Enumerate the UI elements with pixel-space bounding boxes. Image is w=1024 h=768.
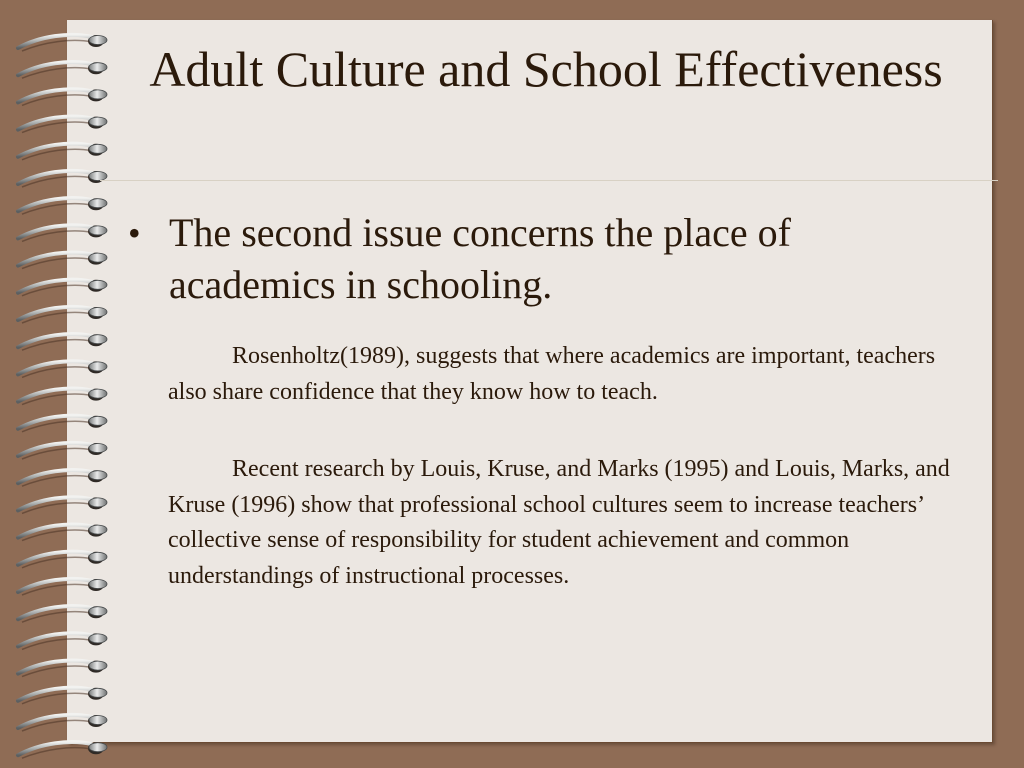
spiral-ring-icon (18, 552, 107, 568)
spiral-ring-icon (18, 62, 107, 78)
spiral-ring-icon (18, 416, 107, 432)
spiral-ring-icon (18, 252, 107, 268)
spiral-ring-icon (18, 443, 107, 459)
spiral-ring-icon (18, 497, 107, 513)
spiral-ring-icon (18, 198, 107, 214)
bullet-item (128, 207, 958, 311)
spiral-ring-icon (18, 334, 107, 350)
spiral-ring-icon (18, 280, 107, 296)
spiral-ring-icon (18, 171, 107, 187)
slide-title: Adult Culture and School Effectiveness (149, 41, 943, 97)
paragraph-louis-kruse-marks: Recent research by Louis, Kruse, and Marks (1995) and Louis, Marks, and Kruse (1996) show that professional school cultures seem to increase teachers’ collective sense of responsibility for student achievement and common understandings of instructional processes. (168, 456, 950, 589)
spiral-ring-icon (18, 307, 107, 323)
spiral-ring-icon (18, 715, 107, 731)
spiral-binding-icon (0, 0, 140, 768)
title-divider (100, 180, 998, 181)
spiral-ring-icon (18, 606, 107, 622)
bullet-text: The second issue concerns the place of academics in schooling. (169, 210, 791, 307)
spiral-ring-icon (18, 35, 107, 51)
spiral-ring-icon (18, 225, 107, 241)
spiral-ring-icon (18, 144, 107, 160)
spiral-ring-icon (18, 388, 107, 404)
bullet-icon: • (128, 213, 141, 253)
spiral-ring-icon (18, 579, 107, 595)
spiral-ring-icon (18, 633, 107, 649)
spiral-ring-icon (18, 361, 107, 377)
spiral-ring-icon (18, 660, 107, 676)
spiral-ring-icon (18, 470, 107, 486)
paragraph-rosenholtz: Rosenholtz(1989), suggests that where academics are important, teachers also share confidence that they know how to teach. (168, 343, 936, 405)
spiral-ring-icon (18, 116, 107, 132)
spiral-ring-icon (18, 688, 107, 704)
spiral-ring-icon (18, 524, 107, 540)
spiral-ring-icon (18, 89, 107, 105)
spiral-ring-icon (18, 742, 107, 758)
